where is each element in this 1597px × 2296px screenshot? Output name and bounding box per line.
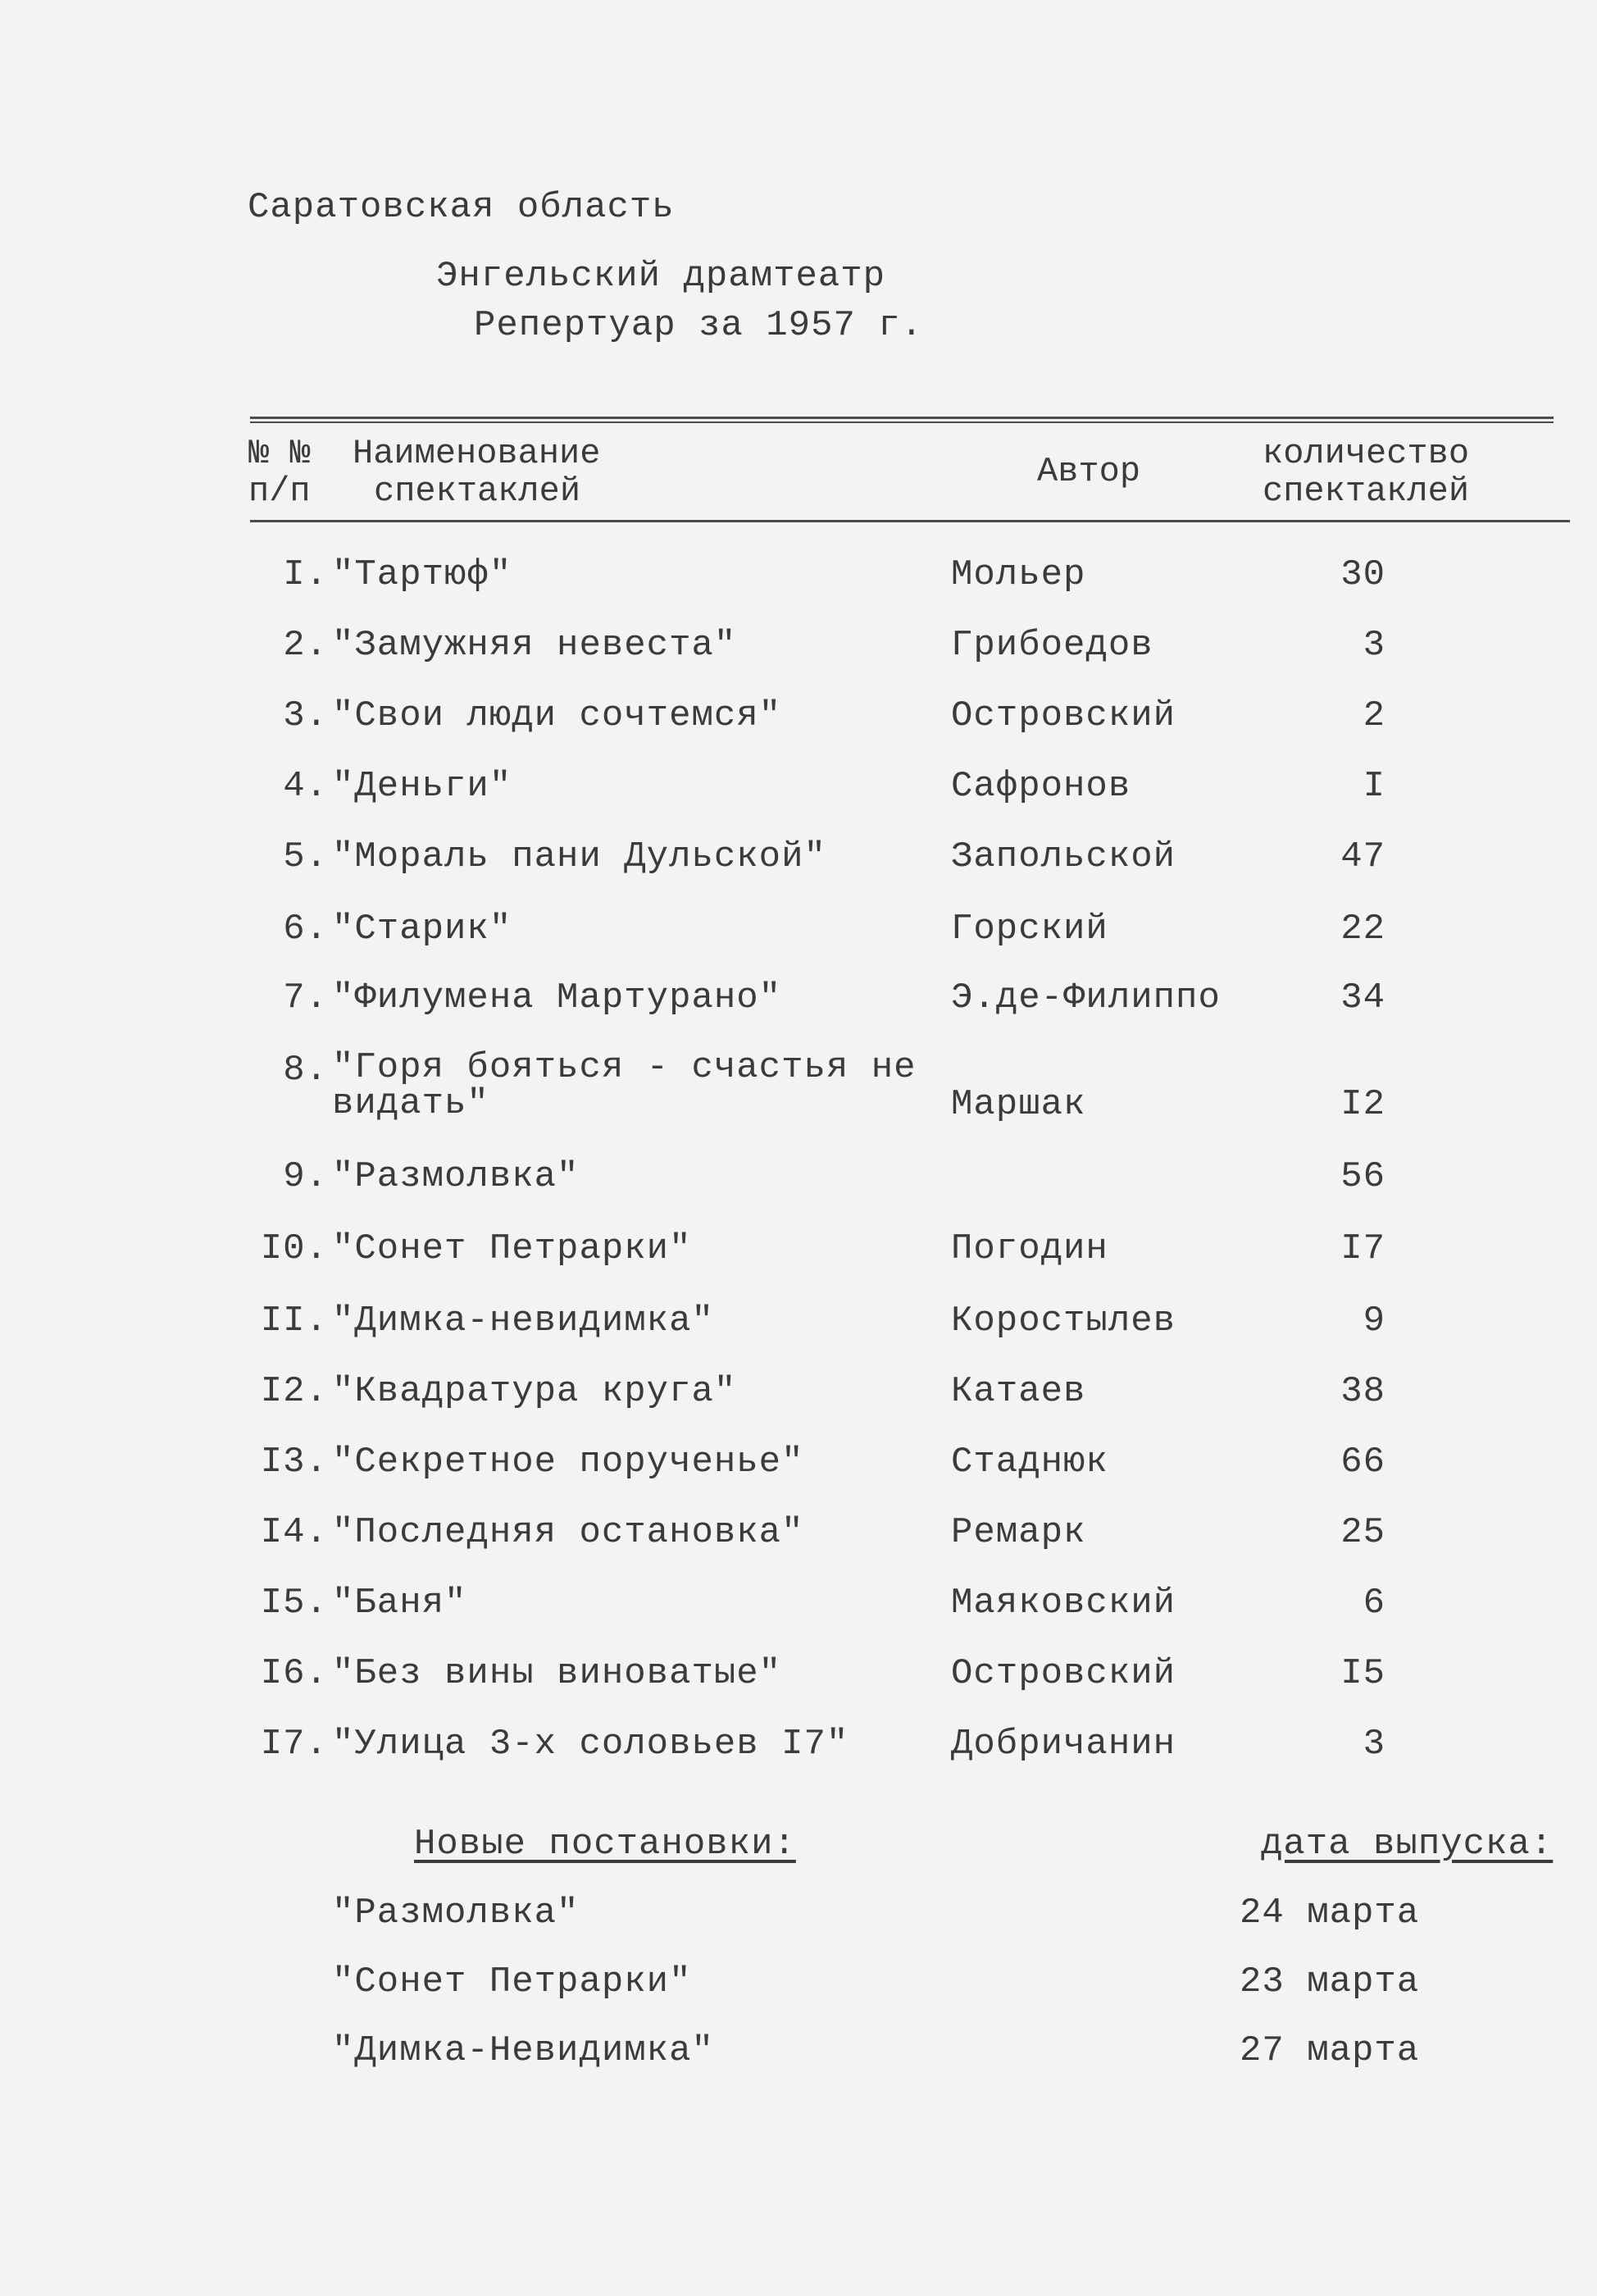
table-header-rule [250, 520, 1570, 522]
row-title: "Деньги" [332, 766, 512, 807]
table-row [0, 1724, 1597, 1789]
row-number: 3. [283, 695, 328, 736]
row-author: Э.де-Филиппо [951, 977, 1221, 1018]
row-number: 8. [283, 1050, 328, 1091]
table-row [0, 1512, 1597, 1578]
table-row [0, 695, 1597, 761]
table-row [0, 1442, 1597, 1507]
row-count: 6 [1363, 1583, 1385, 1624]
row-number: 4. [283, 766, 328, 807]
table-row [0, 1047, 1597, 1140]
row-number: I7. [260, 1724, 328, 1765]
row-count: 3 [1363, 625, 1385, 666]
row-author: Катаев [951, 1371, 1086, 1412]
row-author: Стаднюк [951, 1442, 1108, 1483]
table-row [0, 1301, 1597, 1366]
row-author: Маяковский [951, 1583, 1176, 1624]
table-row [0, 909, 1597, 974]
row-title: "Улица 3-х соловьев I7" [332, 1724, 849, 1765]
table-top-rule [250, 417, 1554, 419]
premiere-title: "Размолвка" [332, 1893, 580, 1934]
table-row [0, 554, 1597, 620]
new-productions-heading: Новые постановки: [414, 1824, 796, 1865]
row-title: "Филумена Мартурано" [332, 977, 782, 1018]
row-count: I7 [1340, 1228, 1385, 1269]
theatre-heading: Энгельский драмтеатр [436, 256, 886, 297]
row-count: 56 [1340, 1156, 1385, 1197]
row-number: 9. [283, 1156, 328, 1197]
row-count: 38 [1340, 1371, 1385, 1412]
row-count: 2 [1363, 695, 1385, 736]
table-row [0, 1228, 1597, 1294]
table-row [0, 1583, 1597, 1648]
col-header-num-1: № № [248, 434, 311, 473]
table-row [0, 977, 1597, 1043]
row-title: "Мораль пани Дульской" [332, 836, 826, 877]
row-count: 66 [1340, 1442, 1385, 1483]
row-author: Погодин [951, 1228, 1108, 1269]
row-number: 7. [283, 977, 328, 1018]
table-row [0, 625, 1597, 690]
row-title: "Баня" [332, 1583, 467, 1624]
repertoire-heading: Репертуар за 1957 г. [474, 305, 924, 346]
row-title: "Тартюф" [332, 554, 512, 595]
row-count: 9 [1363, 1301, 1385, 1342]
row-author: Запольской [951, 836, 1176, 877]
row-number: 5. [283, 836, 328, 877]
table-row [0, 1653, 1597, 1719]
row-number: I6. [260, 1653, 328, 1694]
row-author: Горский [951, 909, 1108, 950]
premiere-title: "Сонет Петрарки" [332, 1961, 692, 2002]
row-author: Маршак [951, 1084, 1086, 1125]
premiere-title: "Димка-Невидимка" [332, 2030, 714, 2071]
row-title: "Свои люди сочтемся" [332, 695, 782, 736]
row-title: "Замужняя невеста" [332, 625, 737, 666]
col-header-author: Автор [1037, 452, 1141, 491]
table-row [0, 766, 1597, 831]
col-header-name-1: Наименование [353, 434, 601, 473]
row-number: I3. [260, 1442, 328, 1483]
table-row [0, 836, 1597, 902]
row-author: Островский [951, 695, 1176, 736]
col-header-name-2: спектаклей [374, 472, 581, 511]
row-count: 34 [1340, 977, 1385, 1018]
table-top-rule-inner [250, 421, 1554, 423]
row-author: Коростылев [951, 1301, 1176, 1342]
row-count: I [1363, 766, 1385, 807]
row-count: 30 [1340, 554, 1385, 595]
row-title: "Горя бояться - счастья не видать" [332, 1047, 917, 1124]
row-author: Ремарк [951, 1512, 1086, 1553]
row-count: 3 [1363, 1724, 1385, 1765]
row-title: "Без вины виноватые" [332, 1653, 782, 1694]
row-title: "Размолвка" [332, 1156, 580, 1197]
row-title: "Секретное порученье" [332, 1442, 804, 1483]
row-count: I2 [1340, 1084, 1385, 1125]
row-author: Грибоедов [951, 625, 1153, 666]
row-title: "Димка-невидимка" [332, 1301, 714, 1342]
row-author: Добричанин [951, 1724, 1176, 1765]
region-heading: Саратовская область [248, 187, 675, 228]
premiere-date: 27 марта [1240, 2030, 1420, 2071]
row-number: I4. [260, 1512, 328, 1553]
table-row [0, 1156, 1597, 1222]
row-title: "Сонет Петрарки" [332, 1228, 692, 1269]
row-number: I0. [260, 1228, 328, 1269]
row-title: "Старик" [332, 909, 512, 950]
premiere-date: 24 марта [1240, 1893, 1420, 1934]
row-title: "Последняя остановка" [332, 1512, 804, 1553]
col-header-count-2: спектаклей [1263, 472, 1470, 511]
row-count: 22 [1340, 909, 1385, 950]
release-date-heading: дата выпуска: [1261, 1824, 1554, 1865]
row-author: Сафронов [951, 766, 1131, 807]
row-title: "Квадратура круга" [332, 1371, 737, 1412]
table-row [0, 1371, 1597, 1437]
row-number: I5. [260, 1583, 328, 1624]
col-header-count-1: количество [1263, 434, 1470, 473]
premiere-date: 23 марта [1240, 1961, 1420, 2002]
row-number: I. [283, 554, 328, 595]
row-count: 47 [1340, 836, 1385, 877]
col-header-num-2: п/п [248, 472, 311, 511]
row-number: 6. [283, 909, 328, 950]
row-author: Мольер [951, 554, 1086, 595]
row-count: I5 [1340, 1653, 1385, 1694]
row-number: II. [260, 1301, 328, 1342]
row-number: I2. [260, 1371, 328, 1412]
row-number: 2. [283, 625, 328, 666]
row-author: Островский [951, 1653, 1176, 1694]
row-count: 25 [1340, 1512, 1385, 1553]
